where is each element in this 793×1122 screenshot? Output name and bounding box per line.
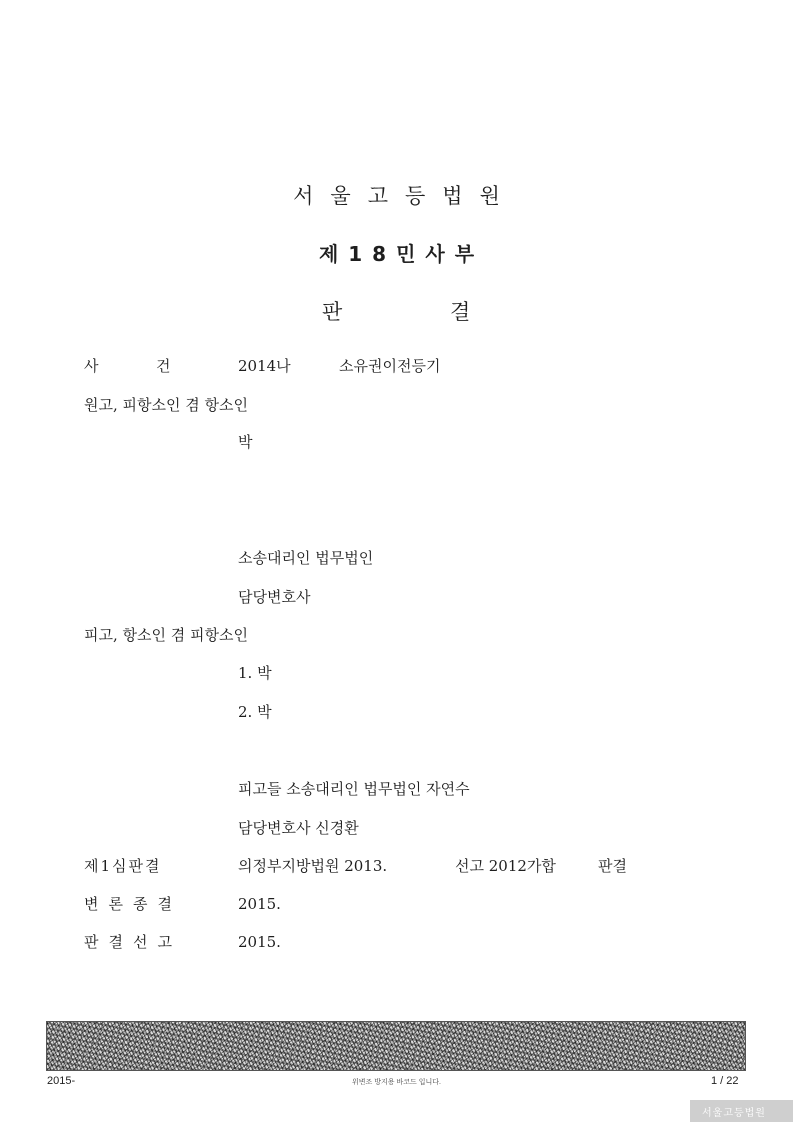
footer-doc-number: 2015- bbox=[47, 1075, 76, 1087]
footer-barcode-note: 위변조 방지용 바코드 입니다. bbox=[352, 1079, 441, 1086]
defendant-name: 1. 박 bbox=[238, 664, 272, 682]
judgment-date: 2015. bbox=[238, 933, 281, 951]
plaintiff-role: 원고, 피항소인 겸 항소인 bbox=[84, 396, 248, 414]
closing-label: 변론종결 bbox=[84, 895, 182, 913]
document-type-right: 결 bbox=[450, 300, 471, 324]
defendant-name: 2. 박 bbox=[238, 703, 272, 721]
case-label-2: 건 bbox=[156, 357, 171, 375]
case-number: 2014나 bbox=[238, 357, 291, 375]
case-title: 소유권이전등기 bbox=[339, 357, 441, 375]
division-name: 제18민사부 bbox=[318, 242, 485, 266]
first-instance-court-date: 의정부지방법원 2013. bbox=[238, 857, 388, 875]
court-stamp bbox=[690, 1100, 793, 1122]
defendant-counsel: 피고들 소송대리인 법무법인 자연수 bbox=[238, 780, 470, 798]
plaintiff-attorney: 담당변호사 bbox=[238, 588, 311, 606]
closing-date: 2015. bbox=[238, 895, 281, 913]
anti-forgery-barcode bbox=[46, 1021, 746, 1071]
plaintiff-name: 박 bbox=[238, 433, 253, 451]
document-type-left: 판 bbox=[322, 300, 343, 324]
court-name: 서울고등법원 bbox=[293, 184, 517, 208]
defendant-role: 피고, 항소인 겸 피항소인 bbox=[84, 626, 248, 644]
case-label-1: 사 bbox=[84, 357, 99, 375]
first-instance-case-ref: 선고 2012가합 bbox=[455, 857, 556, 875]
footer-page-number: 1 / 22 bbox=[711, 1075, 739, 1087]
plaintiff-counsel: 소송대리인 법무법인 bbox=[238, 549, 374, 567]
court-stamp-text: 서울고등법원 bbox=[702, 1108, 766, 1119]
defendant-attorney: 담당변호사 신경환 bbox=[238, 819, 359, 837]
judgment-label: 판결선고 bbox=[84, 933, 182, 951]
first-instance-label: 제1심판결 bbox=[84, 857, 162, 875]
first-instance-suffix: 판결 bbox=[598, 857, 627, 875]
